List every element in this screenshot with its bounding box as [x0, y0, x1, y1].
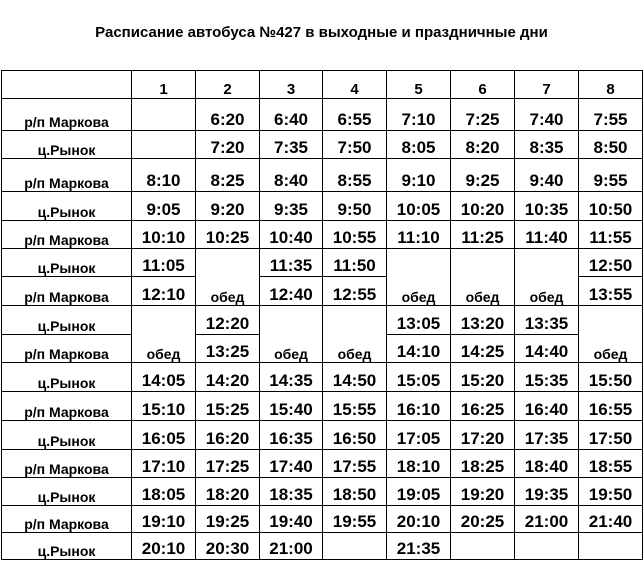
- departure-time: 15:20: [451, 363, 515, 392]
- departure-time: 16:40: [515, 392, 579, 421]
- departure-time: 18:20: [196, 478, 260, 506]
- departure-time: [323, 533, 387, 560]
- departure-time: 14:40: [515, 335, 579, 363]
- stop-name: ц.Рынок: [2, 478, 132, 506]
- column-header: 2: [196, 71, 260, 99]
- departure-time: 16:05: [132, 421, 196, 450]
- departure-time: 19:10: [132, 506, 196, 533]
- departure-time: 12:10: [132, 277, 196, 306]
- departure-time: 8:25: [196, 159, 260, 192]
- departure-time: 7:20: [196, 131, 260, 159]
- departure-time: 20:30: [196, 533, 260, 560]
- departure-time: 16:20: [196, 421, 260, 450]
- departure-time: 11:40: [515, 221, 579, 249]
- departure-time: 16:25: [451, 392, 515, 421]
- departure-time: 17:55: [323, 450, 387, 478]
- departure-time: 19:40: [260, 506, 323, 533]
- departure-time: 13:25: [196, 335, 260, 363]
- departure-time: 11:05: [132, 249, 196, 277]
- departure-time: 11:35: [260, 249, 323, 277]
- stop-name: ц.Рынок: [2, 192, 132, 221]
- departure-time: 10:40: [260, 221, 323, 249]
- departure-time: 13:55: [579, 277, 643, 306]
- departure-time: [515, 533, 579, 560]
- departure-time: 19:50: [579, 478, 643, 506]
- departure-time: 15:35: [515, 363, 579, 392]
- departure-time: 17:50: [579, 421, 643, 450]
- departure-time: 19:20: [451, 478, 515, 506]
- lunch-break-cell: обед: [387, 249, 451, 306]
- departure-time: 14:05: [132, 363, 196, 392]
- departure-time: 14:50: [323, 363, 387, 392]
- table-row: [2, 306, 643, 335]
- departure-time: 8:10: [132, 159, 196, 192]
- stop-name: р/п Маркова: [2, 506, 132, 533]
- column-header: 6: [451, 71, 515, 99]
- departure-time: 14:10: [387, 335, 451, 363]
- lunch-break-cell: обед: [196, 249, 260, 306]
- departure-time: 17:40: [260, 450, 323, 478]
- departure-time: 18:10: [387, 450, 451, 478]
- corner-cell: [2, 71, 132, 99]
- departure-time: 9:05: [132, 192, 196, 221]
- stop-name: р/п Маркова: [2, 450, 132, 478]
- lunch-break-cell: обед: [132, 306, 196, 363]
- departure-time: 17:25: [196, 450, 260, 478]
- stop-name: ц.Рынок: [2, 306, 132, 335]
- departure-time: 17:35: [515, 421, 579, 450]
- departure-time: 11:10: [387, 221, 451, 249]
- departure-time: 19:25: [196, 506, 260, 533]
- departure-time: 11:50: [323, 249, 387, 277]
- table-row: [2, 450, 643, 478]
- departure-time: 14:35: [260, 363, 323, 392]
- departure-time: 10:50: [579, 192, 643, 221]
- departure-time: 7:10: [387, 99, 451, 131]
- table-row: [2, 99, 643, 131]
- departure-time: 21:00: [260, 533, 323, 560]
- departure-time: 7:55: [579, 99, 643, 131]
- departure-time: 8:55: [323, 159, 387, 192]
- departure-time: 10:10: [132, 221, 196, 249]
- departure-time: 9:20: [196, 192, 260, 221]
- departure-time: 19:35: [515, 478, 579, 506]
- departure-time: 17:05: [387, 421, 451, 450]
- table-row: [2, 192, 643, 221]
- table-row: [2, 506, 643, 533]
- departure-time: 14:25: [451, 335, 515, 363]
- departure-time: 18:05: [132, 478, 196, 506]
- table-row: [2, 249, 643, 277]
- lunch-break-cell: обед: [515, 249, 579, 306]
- departure-time: 18:40: [515, 450, 579, 478]
- departure-time: 9:55: [579, 159, 643, 192]
- departure-time: 12:40: [260, 277, 323, 306]
- departure-time: 16:35: [260, 421, 323, 450]
- lunch-break-cell: обед: [260, 306, 323, 363]
- departure-time: 21:35: [387, 533, 451, 560]
- departure-time: 21:40: [579, 506, 643, 533]
- stop-name: ц.Рынок: [2, 363, 132, 392]
- departure-time: 15:10: [132, 392, 196, 421]
- departure-time: 8:05: [387, 131, 451, 159]
- departure-time: 6:20: [196, 99, 260, 131]
- departure-time: 10:25: [196, 221, 260, 249]
- departure-time: 16:10: [387, 392, 451, 421]
- departure-time: 6:55: [323, 99, 387, 131]
- departure-time: 17:20: [451, 421, 515, 450]
- departure-time: 10:05: [387, 192, 451, 221]
- departure-time: 8:20: [451, 131, 515, 159]
- column-header: 8: [579, 71, 643, 99]
- departure-time: 7:25: [451, 99, 515, 131]
- departure-time: 7:40: [515, 99, 579, 131]
- departure-time: 15:40: [260, 392, 323, 421]
- departure-time: 18:25: [451, 450, 515, 478]
- departure-time: 16:55: [579, 392, 643, 421]
- departure-time: 21:00: [515, 506, 579, 533]
- column-header: 5: [387, 71, 451, 99]
- departure-time: 9:10: [387, 159, 451, 192]
- departure-time: 20:10: [387, 506, 451, 533]
- table-row: [2, 392, 643, 421]
- departure-time: 13:05: [387, 306, 451, 335]
- stop-name: р/п Маркова: [2, 221, 132, 249]
- table-row: [2, 159, 643, 192]
- departure-time: 19:55: [323, 506, 387, 533]
- stop-name: р/п Маркова: [2, 277, 132, 306]
- departure-time: 13:20: [451, 306, 515, 335]
- departure-time: [132, 131, 196, 159]
- departure-time: [132, 99, 196, 131]
- table-row: [2, 363, 643, 392]
- departure-time: 11:25: [451, 221, 515, 249]
- departure-time: 12:50: [579, 249, 643, 277]
- departure-time: 12:55: [323, 277, 387, 306]
- schedule-table: [1, 70, 643, 560]
- table-row: [2, 421, 643, 450]
- departure-time: 20:25: [451, 506, 515, 533]
- departure-time: 13:35: [515, 306, 579, 335]
- header-row: [2, 71, 643, 99]
- departure-time: 19:05: [387, 478, 451, 506]
- departure-time: 10:35: [515, 192, 579, 221]
- stop-name: ц.Рынок: [2, 131, 132, 159]
- table-row: [2, 221, 643, 249]
- departure-time: 9:40: [515, 159, 579, 192]
- departure-time: 18:35: [260, 478, 323, 506]
- departure-time: 9:25: [451, 159, 515, 192]
- column-header: 3: [260, 71, 323, 99]
- table-row: [2, 533, 643, 560]
- table-row: [2, 478, 643, 506]
- stop-name: р/п Маркова: [2, 335, 132, 363]
- stop-name: ц.Рынок: [2, 421, 132, 450]
- table-row: [2, 131, 643, 159]
- departure-time: 20:10: [132, 533, 196, 560]
- stop-name: ц.Рынок: [2, 533, 132, 560]
- departure-time: 7:35: [260, 131, 323, 159]
- stop-name: ц.Рынок: [2, 249, 132, 277]
- departure-time: 16:50: [323, 421, 387, 450]
- departure-time: 9:35: [260, 192, 323, 221]
- departure-time: 15:25: [196, 392, 260, 421]
- departure-time: [579, 533, 643, 560]
- stop-name: р/п Маркова: [2, 159, 132, 192]
- departure-time: 15:55: [323, 392, 387, 421]
- departure-time: 7:50: [323, 131, 387, 159]
- departure-time: 18:55: [579, 450, 643, 478]
- departure-time: 18:50: [323, 478, 387, 506]
- column-header: 7: [515, 71, 579, 99]
- departure-time: [451, 533, 515, 560]
- stop-name: р/п Маркова: [2, 392, 132, 421]
- departure-time: 6:40: [260, 99, 323, 131]
- schedule-title: Расписание автобуса №427 в выходные и праздничные дни: [95, 24, 548, 41]
- departure-time: 12:20: [196, 306, 260, 335]
- column-header: 4: [323, 71, 387, 99]
- departure-time: 15:05: [387, 363, 451, 392]
- lunch-break-cell: обед: [451, 249, 515, 306]
- departure-time: 14:20: [196, 363, 260, 392]
- departure-time: 17:10: [132, 450, 196, 478]
- lunch-break-cell: обед: [579, 306, 643, 363]
- departure-time: 10:55: [323, 221, 387, 249]
- departure-time: 11:55: [579, 221, 643, 249]
- departure-time: 8:35: [515, 131, 579, 159]
- departure-time: 9:50: [323, 192, 387, 221]
- departure-time: 10:20: [451, 192, 515, 221]
- lunch-break-cell: обед: [323, 306, 387, 363]
- departure-time: 8:50: [579, 131, 643, 159]
- column-header: 1: [132, 71, 196, 99]
- departure-time: 15:50: [579, 363, 643, 392]
- departure-time: 8:40: [260, 159, 323, 192]
- stop-name: р/п Маркова: [2, 99, 132, 131]
